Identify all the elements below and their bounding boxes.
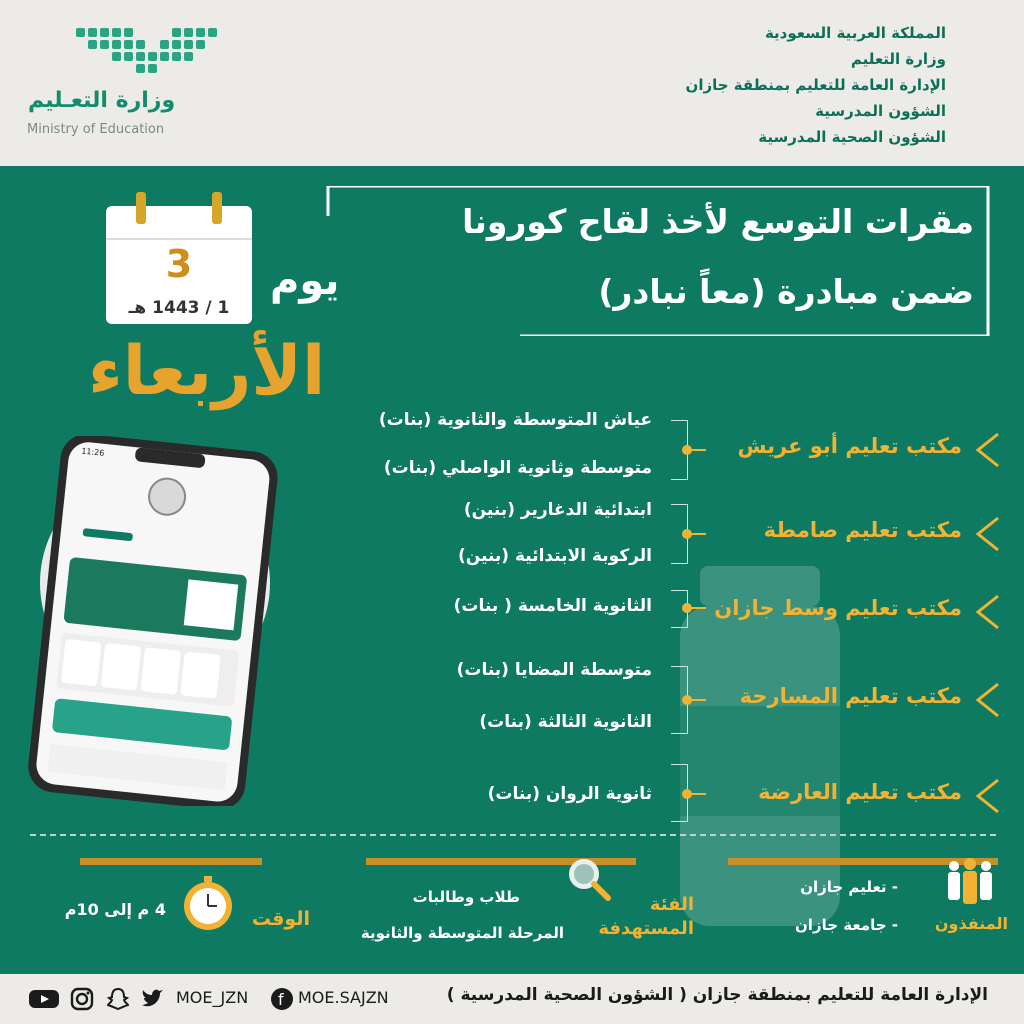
time-value: 4 م إلى 10م bbox=[64, 900, 166, 919]
title-line-1: مقرات التوسع لأخذ لقاح كورونا bbox=[462, 202, 974, 241]
main-panel bbox=[0, 166, 1024, 974]
office-aridah: مكتب تعليم العارضة bbox=[758, 780, 962, 804]
phone-clock: 11:26 bbox=[80, 446, 105, 458]
organization-lines bbox=[686, 20, 946, 150]
chevron-left-icon bbox=[974, 682, 1000, 718]
clock-icon bbox=[180, 874, 236, 934]
calendar-day-number: 3 bbox=[165, 242, 193, 286]
calendar-ring-icon bbox=[212, 192, 222, 224]
chevron-left-icon bbox=[974, 516, 1000, 552]
smartphone-app-icon bbox=[24, 436, 284, 806]
connector-dot bbox=[682, 695, 692, 705]
calendar-ring-icon bbox=[136, 192, 146, 224]
org-line: وزارة التعليم bbox=[850, 50, 946, 68]
connector-dot bbox=[682, 445, 692, 455]
chevron-left-icon bbox=[974, 778, 1000, 814]
target-label-2: المستهدفة bbox=[598, 918, 694, 939]
facebook-handle[interactable]: MOE.SAJZN bbox=[298, 988, 389, 1007]
office-samtah: مكتب تعليم صامطة bbox=[763, 518, 962, 542]
school-item: الثانوية الثالثة (بنات) bbox=[479, 712, 652, 732]
calendar-hijri-date: 1 / 1443 هـ bbox=[128, 298, 230, 318]
title-line-2: ضمن مبادرة (معاً نبادر) bbox=[598, 272, 974, 311]
instagram-icon[interactable] bbox=[70, 987, 94, 1011]
school-item: الثانوية الخامسة ( بنات) bbox=[453, 596, 652, 616]
footer-band bbox=[0, 974, 1024, 1024]
school-item: متوسطة وثانوية الواصلي (بنات) bbox=[383, 458, 652, 478]
snapchat-icon[interactable] bbox=[106, 987, 130, 1011]
svg-text:f: f bbox=[278, 990, 284, 1009]
org-line: المملكة العربية السعودية bbox=[764, 24, 946, 42]
dashed-separator bbox=[30, 834, 996, 836]
connector-dot bbox=[682, 603, 692, 613]
magnifier-icon bbox=[566, 856, 612, 902]
calendar-icon bbox=[106, 206, 252, 324]
time-bar bbox=[80, 858, 262, 865]
chevron-left-icon bbox=[974, 432, 1000, 468]
social-handle[interactable]: MOE_JZN bbox=[176, 988, 249, 1007]
org-line: الشؤون المدرسية bbox=[815, 102, 946, 120]
org-line: الشؤون الصحية المدرسية bbox=[758, 128, 946, 146]
executor-item: - تعليم جازان bbox=[800, 878, 898, 896]
calendar-header bbox=[106, 206, 252, 240]
footer-text: الإدارة العامة للتعليم بمنطقة جازان ( الشؤون الصحية المدرسية ) bbox=[446, 985, 988, 1005]
day-prefix: يوم bbox=[270, 258, 340, 304]
connector-dot bbox=[682, 529, 692, 539]
office-central-jazan: مكتب تعليم وسط جازان bbox=[714, 596, 962, 620]
school-item: ابتدائية الدغارير (بنين) bbox=[463, 500, 652, 520]
target-value: طلاب وطالبات bbox=[412, 888, 520, 906]
target-value: المرحلة المتوسطة والثانوية bbox=[360, 924, 564, 942]
twitter-icon[interactable] bbox=[140, 987, 164, 1011]
executor-item: - جامعة جازان bbox=[795, 916, 898, 934]
org-line: الإدارة العامة للتعليم بمنطقة جازان bbox=[685, 76, 946, 94]
target-label-1: الفئة bbox=[649, 894, 694, 915]
school-item: متوسطة المضايا (بنات) bbox=[456, 660, 652, 680]
people-group-icon bbox=[944, 858, 996, 904]
time-label: الوقت bbox=[251, 908, 310, 930]
school-item: الركوبة الابتدائية (بنين) bbox=[457, 546, 652, 566]
executors-label: المنفذون bbox=[934, 914, 1008, 933]
office-abu-arish: مكتب تعليم أبو عريش bbox=[737, 434, 962, 458]
youtube-icon[interactable] bbox=[28, 987, 60, 1011]
chevron-left-icon bbox=[974, 594, 1000, 630]
school-item: ثانوية الروان (بنات) bbox=[487, 784, 652, 804]
school-item: عياش المتوسطة والثانوية (بنات) bbox=[378, 410, 652, 430]
header-band bbox=[0, 0, 1024, 166]
connector-dot bbox=[682, 789, 692, 799]
logo-arabic-text: وزارة التعـليم bbox=[28, 88, 176, 113]
logo-english-text: Ministry of Education bbox=[27, 122, 165, 137]
facebook-icon[interactable] bbox=[270, 987, 294, 1011]
office-masarihah: مكتب تعليم المسارحة bbox=[739, 684, 962, 708]
day-name: الأربعاء bbox=[88, 332, 326, 411]
